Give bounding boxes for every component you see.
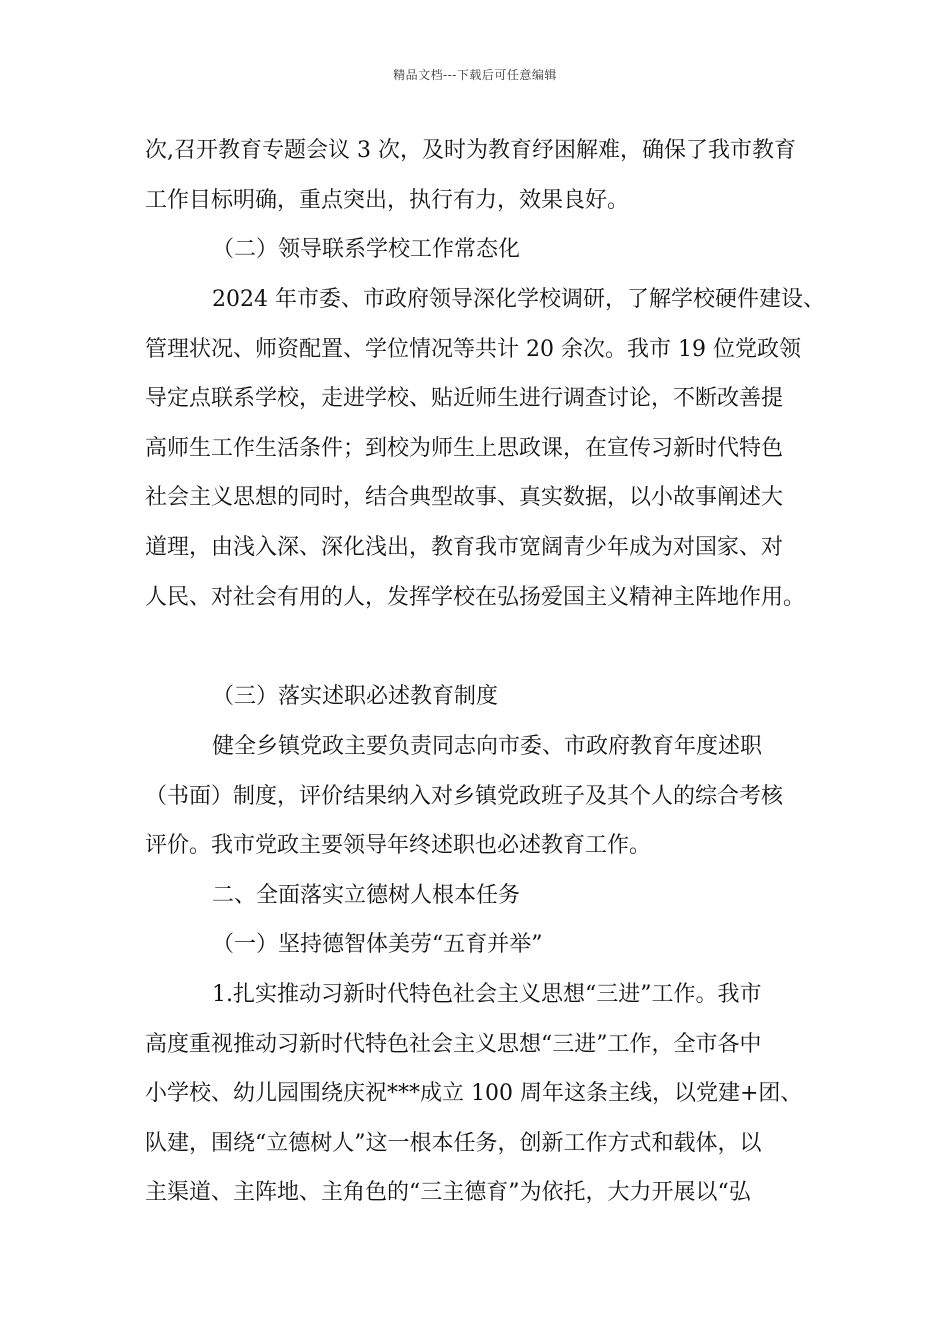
paragraph-line: 高度重视推动习新时代特色社会主义思想“三进”工作，全市各中 [145,1032,762,1057]
paragraph-line: 健全乡镇党政主要负责同志向市委、市政府教育年度述职 [212,734,763,759]
paragraph-line: 管理状况、师资配置、学位情况等共计 20 余次。我市 19 位党政领 [145,337,801,362]
page-header: 精品文档---下载后可任意编辑 [393,68,557,82]
paragraph-line: 2024 年市委、市政府领导深化学校调研，了解学校硬件建设、 [212,287,825,312]
section-heading: （三）落实述职必述教育制度 [212,684,499,709]
paragraph-line: 工作目标明确，重点突出，执行有力，效果良好。 [145,188,630,213]
paragraph-line: （书面）制度，评价结果纳入对乡镇党政班子及其个人的综合考核 [145,784,784,809]
paragraph-line: 主渠道、主阵地、主角色的“三主德育”为依托，大力开展以“弘 [145,1180,751,1205]
section-heading: （二）领导联系学校工作常态化 [212,237,521,262]
section-heading: （一）坚持德智体美劳“五育并举” [212,932,543,957]
paragraph-line: 导定点联系学校，走进学校、贴近师生进行调查讨论，不断改善提 [145,386,784,411]
section-heading: 二、全面落实立德树人根本任务 [212,883,521,908]
paragraph-line: 道理，由浅入深、深化浅出，教育我市宽阔青少年成为对国家、对 [145,535,784,560]
paragraph-line: 高师生工作生活条件；到校为师生上思政课，在宣传习新时代特色 [145,436,784,461]
paragraph-line: 人民、对社会有用的人，发挥学校在弘扬爱国主义精神主阵地作用。 [145,585,806,610]
paragraph-line: 1.扎实推动习新时代特色社会主义思想“三进”工作。我市 [212,982,762,1007]
paragraph-line: 社会主义思想的同时，结合典型故事、真实数据，以小故事阐述大 [145,485,784,510]
paragraph-line: 小学校、幼儿园围绕庆祝***成立 100 周年这条主线，以党建+团、 [145,1081,803,1106]
paragraph-line: 次,召开教育专题会议 3 次，及时为教育纾困解难，确保了我市教育 [145,138,796,163]
paragraph-line: 队建，围绕“立德树人”这一根本任务，创新工作方式和载体，以 [145,1131,762,1156]
paragraph-line: 评价。我市党政主要领导年终述职也必述教育工作。 [145,833,652,858]
